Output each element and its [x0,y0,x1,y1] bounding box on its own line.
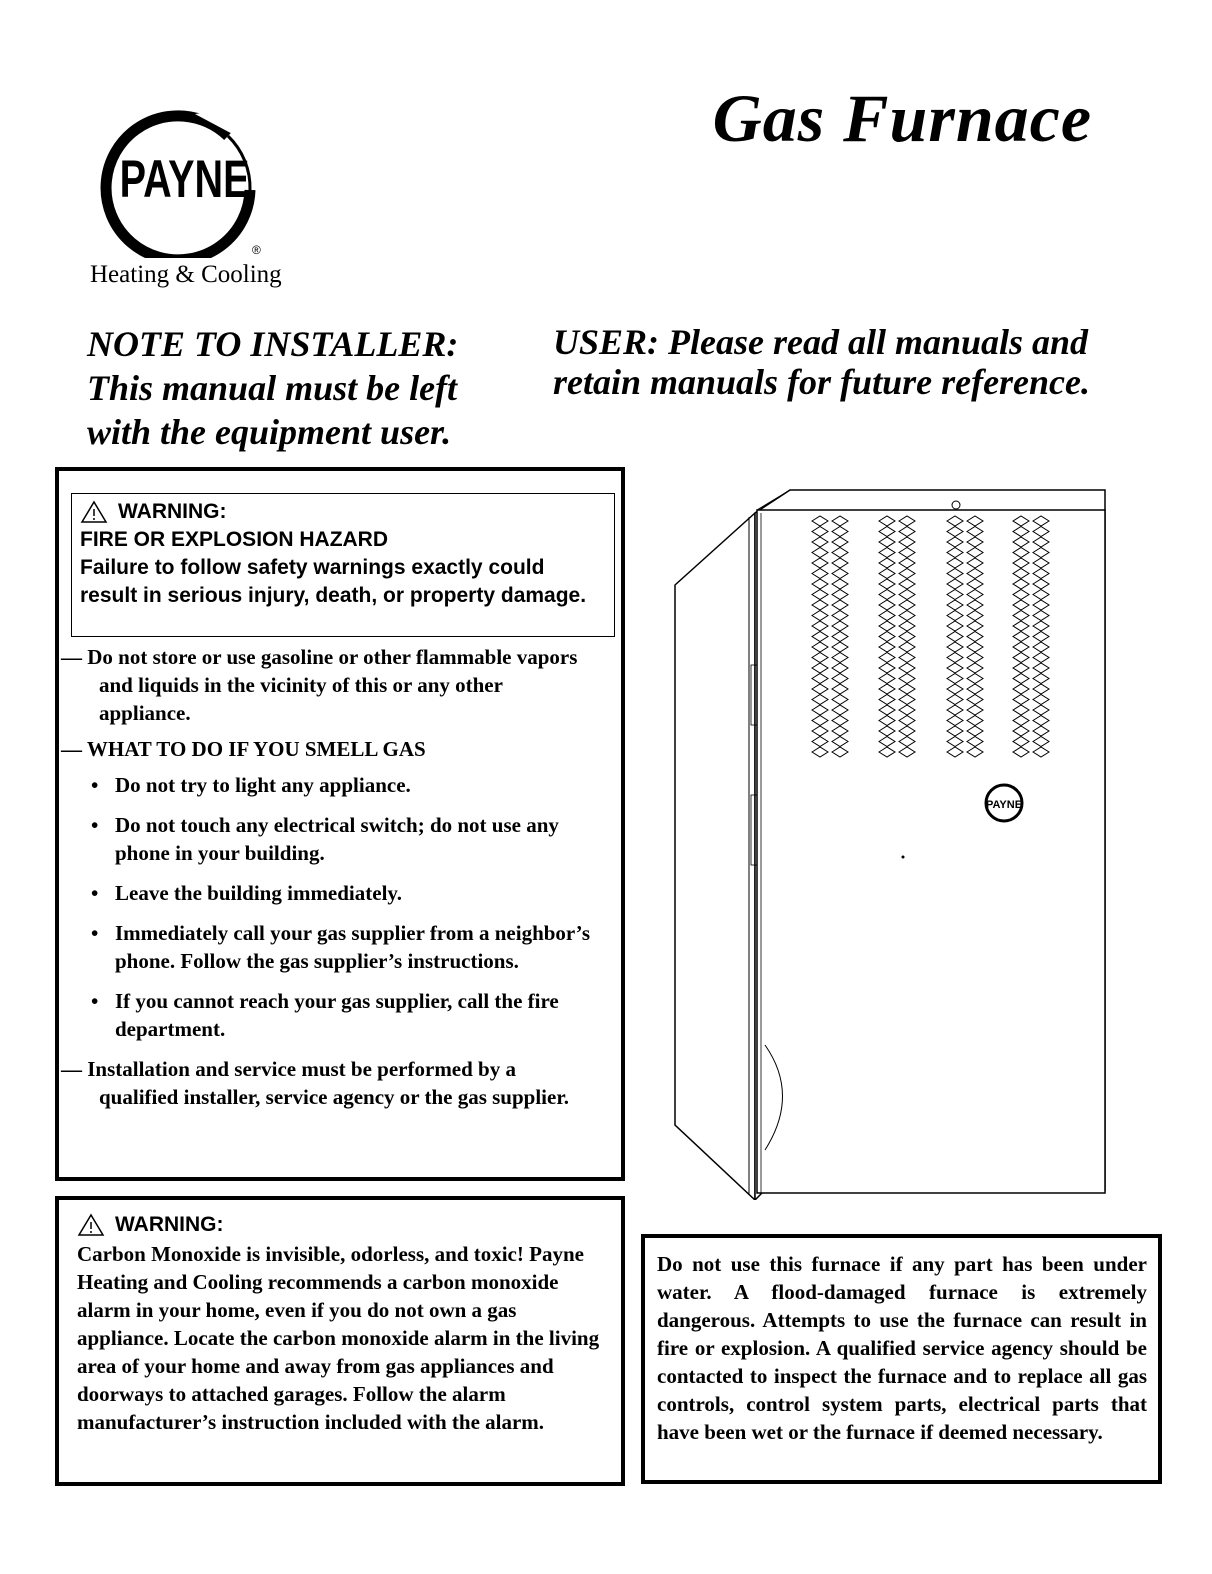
bullet: • [91,881,99,905]
page-title: Gas Furnace [712,80,1092,156]
bullet: • [91,989,99,1013]
warning-body: Failure to follow safety warnings exactly could result in serious injury, death, or property damage. [80,556,587,607]
logo-tagline: Heating & Cooling [90,261,282,288]
warning-heading: WARNING: [118,500,227,523]
bullet: • [91,773,99,797]
list-item-text: Do not try to light any appliance. [115,773,411,797]
list-item [59,879,599,907]
list-item [59,811,599,867]
warning-heading: WARNING: [115,1213,224,1236]
list-item-text: Do not touch any electrical switch; do not use any phone in your building. [115,813,559,865]
registered-mark: ® [252,243,261,257]
fire-warning-box [55,467,625,1181]
list-item-text: If you cannot reach your gas supplier, call the fire department. [115,989,559,1041]
gas-safety-list [59,643,599,1119]
flood-warning-text: Do not use this furnace if any part has been under water. A flood-damaged furnace is extremely dangerous. Attempts to use the furnace can result in fire or explosion. A qualified service agency should be contacted to inspect the furnace and to replace all gas controls, control system parts, electrical parts that have been wet or the furnace if deemed necessary. [657,1252,1147,1444]
warning-triangle-icon [80,500,108,524]
user-note-line: retain manuals for future reference. [553,362,1091,402]
user-note-line: USER: Please read all manuals and [553,322,1089,362]
bullet: • [91,813,99,837]
flood-warning-box [641,1234,1162,1484]
list-item: — Do not store or use gasoline or other flammable vapors and liquids in the vicinity of this or any other appliance. [61,645,578,725]
bullet: • [91,921,99,945]
fire-warning-header [71,493,615,637]
carbon-monoxide-warning-box [55,1196,625,1486]
warning-subheading: FIRE OR EXPLOSION HAZARD [80,528,389,551]
logo-text: PAYNE [119,149,250,209]
installer-note-line: This manual must be left [87,368,458,408]
list-item [59,919,599,975]
co-warning-body: Carbon Monoxide is invisible, odorless, and toxic! Payne Heating and Cooling recommends a carbon monoxide alarm in your home, even if you do not own a gas appliance. Locate the carbon monoxide alarm in the living area of your home and away from gas appliances and doorways to attached garages. Follow the alarm manufacturer’s instruction included with the alarm. [77,1242,600,1434]
list-item [59,771,599,799]
installer-note-line: NOTE TO INSTALLER: [87,324,459,364]
installer-note-line: with the equipment user. [87,412,452,452]
user-note [553,322,1113,402]
furnace-illustration [665,485,1125,1200]
badge-text: PAYNE [985,799,1023,811]
list-item-text: Leave the building immediately. [115,881,403,905]
list-item-text: Immediately call your gas supplier from a neighbor’s phone. Follow the gas supplier’s instructions. [115,921,591,973]
payne-logo [100,108,270,258]
warning-triangle-icon [77,1213,105,1237]
installer-note [87,322,527,454]
list-item: — WHAT TO DO IF YOU SMELL GAS [61,737,426,761]
list-item: — Installation and service must be performed by a qualified installer, service agency or the gas supplier. [61,1057,569,1109]
list-item [59,987,599,1043]
